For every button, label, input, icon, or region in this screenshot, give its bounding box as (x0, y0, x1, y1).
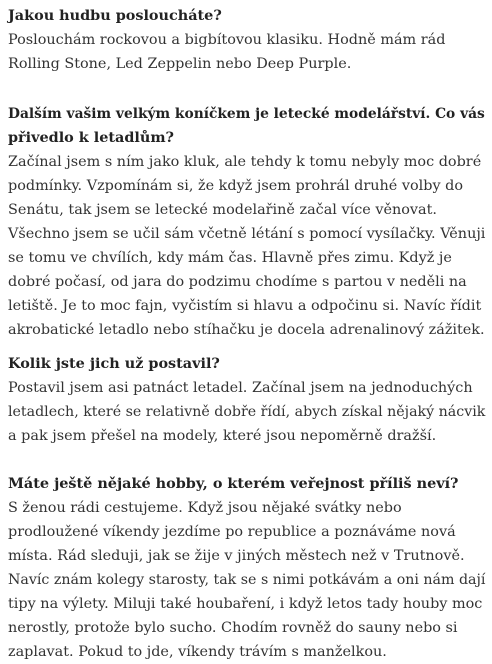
qa-block-aeromodelling (8, 102, 485, 342)
answer-line: zaplavat. Pokud to jde, víkendy trávím s manželkou. (8, 644, 387, 660)
answer-line: nerostly, protože bylo sucho. Chodím rovněž do sauny nebo si (8, 620, 458, 636)
answer-line: místa. Rád sleduji, jak se žije v jiných městech než v Trutnově. (8, 548, 465, 564)
answer-paragraph (8, 28, 445, 76)
question-heading (8, 4, 445, 28)
qa-block-count (8, 352, 485, 448)
answer-line: se tomu ve chvílích, kdy mám čas. Hlavně přes zimu. Když je (8, 250, 452, 266)
question-heading (8, 472, 485, 496)
answer-line: letadlech, které se relativně dobře řídí, abych získal nějaký nácvik (8, 404, 486, 420)
question-line: Jakou hudbu posloucháte? (8, 7, 222, 24)
question-line: Dalším vašim velkým koníčkem je letecké modelářství. Co vás (8, 106, 485, 122)
answer-line: podmínky. Vzpomínám si, že když jsem prohrál druhé volby do (8, 178, 464, 194)
answer-line: prodloužené víkendy jezdíme po republice a poznáváme nová (8, 524, 456, 540)
answer-line: S ženou rádi cestujeme. Když jsou nějaké svátky nebo (8, 500, 402, 516)
answer-line: Postavil jsem asi patnáct letadel. Začínal jsem na jednoduchých (8, 380, 473, 396)
qa-block-hobbies (8, 472, 485, 664)
answer-line: Senátu, tak jsem se letecké modelařině začal více věnovat. (8, 202, 437, 218)
question-line: přivedlo k letadlům? (8, 129, 174, 146)
answer-line: Všechno jsem se učil sám včetně létání s pomocí vysílačky. Věnuji (8, 226, 486, 242)
question-line: Máte ještě nějaké hobby, o kterém veřejnost příliš neví? (8, 475, 459, 492)
question-heading (8, 352, 485, 376)
answer-line: tipy na výlety. Miluji také houbaření, i když letos tady houby moc (8, 596, 483, 612)
answer-paragraph (8, 150, 485, 342)
qa-block-music (8, 4, 445, 76)
answer-line: Poslouchám rockovou a bigbítovou klasiku. Hodně mám rád (8, 32, 446, 48)
question-line: Kolik jste jich už postavil? (8, 355, 220, 372)
answer-paragraph (8, 376, 485, 448)
answer-line: Začínal jsem s ním jako kluk, ale tehdy k tomu nebyly moc dobré (8, 154, 482, 170)
answer-line: akrobatické letadlo nebo stíhačku je docela adrenalinový zážitek. (8, 322, 485, 338)
answer-line: Rolling Stone, Led Zeppelin nebo Deep Purple. (8, 56, 352, 72)
answer-paragraph (8, 496, 485, 664)
answer-line: letiště. Je to moc fajn, vyčistím si hlavu a odpočinu si. Navíc řídit (8, 298, 482, 314)
question-heading (8, 102, 485, 150)
answer-line: Navíc znám kolegy starosty, tak se s nimi potkávám a oni nám dají (8, 572, 486, 588)
answer-line: dobré počasí, od jara do podzimu chodíme s partou v neděli na (8, 274, 467, 290)
answer-line: a pak jsem přešel na modely, které jsou nepoměrně dražší. (8, 428, 437, 444)
